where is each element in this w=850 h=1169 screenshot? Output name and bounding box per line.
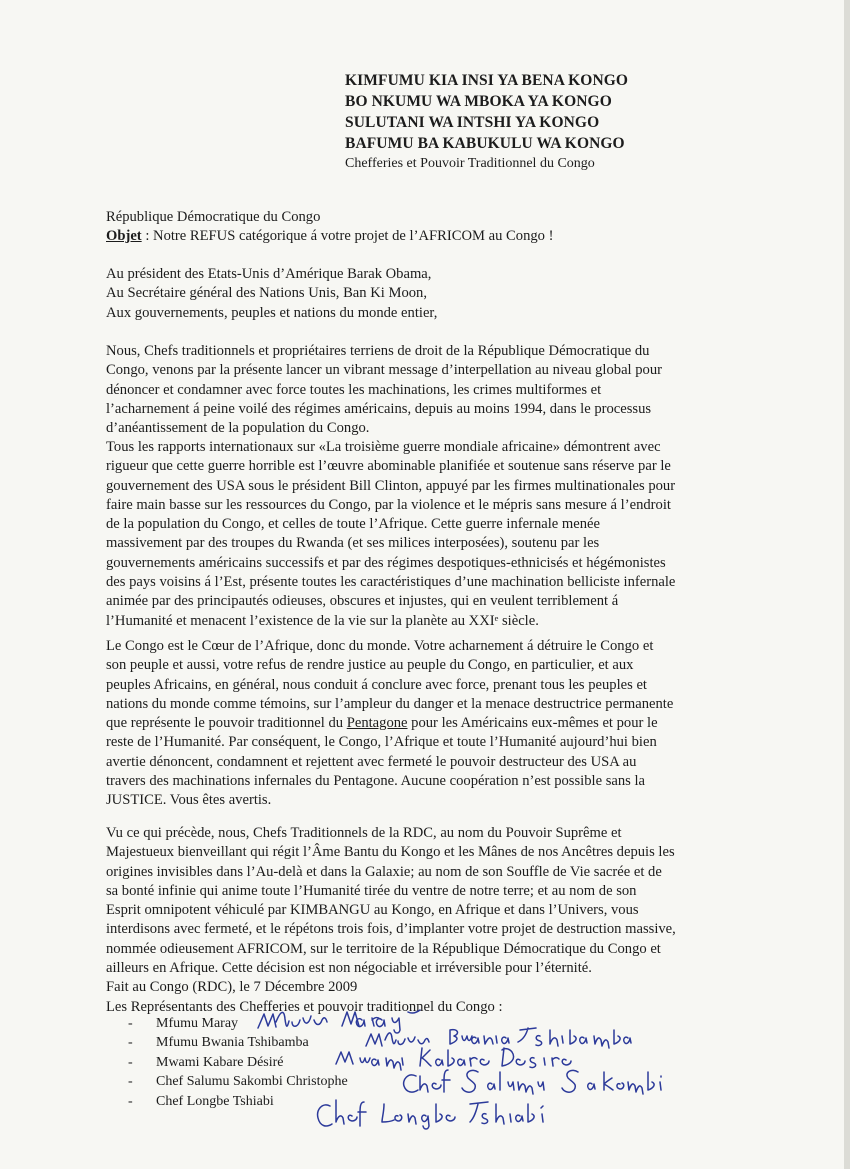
body-line: Esprit omnipotent véhiculé par KIMBANGU au Kongo, en Afrique et dans l’Univers, vous (106, 902, 639, 919)
paragraph-3 (106, 637, 774, 811)
body-text: que représente le pouvoir traditionnel du (106, 715, 347, 732)
signature-salumu-sakombi (404, 1070, 661, 1094)
body-line: reste de l’Humanité. Par conséquent, le Congo, l’Afrique et toute l’Humanité aujourd’hui bien (106, 734, 657, 751)
signatory-list (128, 1014, 348, 1111)
body-line: faire main basse sur les ressources du Congo, par la violence et le mépris sans mesure á l’endroit (106, 496, 671, 513)
body-line: de la population du Congo, et celles de toute l’Afrique. Cette guerre infernale menée (106, 516, 600, 533)
bullet-dash: - (128, 1035, 133, 1051)
body-line: peuples Africains, en général, nous conduit á conclure avec force, prenant tous les peuples et (106, 676, 647, 693)
body-line: sa bonté infinie qui anime toute l’Humanité tirée du ventre de notre terre; et au nom de son (106, 882, 637, 899)
body-line: interdisons avec fermeté, et le répétons trois fois, d’implanter votre projet de destruction massive, (106, 921, 676, 938)
signatory-row (128, 1092, 348, 1111)
meta-block (106, 208, 774, 247)
letterhead (345, 70, 628, 174)
country-line: République Démocratique du Congo (106, 209, 321, 225)
body-line (106, 714, 774, 733)
page-edge (844, 0, 850, 1169)
paragraph-2 (106, 438, 774, 631)
signature-kabare-desire (336, 1048, 571, 1070)
bullet-dash: - (128, 1054, 133, 1070)
signature-longbe-tshiabi (318, 1100, 543, 1129)
body-line: nations du monde comme témoins, sur l’ampleur du danger et la menace destructrice permanente (106, 695, 674, 712)
body-line: travers des machinations infernales du Pentagone. Aucune coopération n’est possible sans la (106, 773, 646, 790)
addressee-line: Au Secrétaire général des Nations Unis, Ban Ki Moon, (106, 285, 427, 302)
objet-text: : Notre REFUS catégorique á votre projet de l’AFRICOM au Congo ! (141, 228, 554, 245)
body-line: gouvernements américains successifs et par des régimes despotiques-ethnicisés et hégémonistes (106, 554, 666, 571)
signatory-row (128, 1053, 348, 1072)
body-line: nommée odieusement AFRICOM, sur le territoire de la République Démocratique du Congo et (106, 940, 661, 957)
pentagone-underlined: Pentagone (346, 715, 408, 732)
letterhead-subtitle: Chefferies et Pouvoir Traditionnel du Congo (345, 156, 595, 171)
bullet-dash: - (128, 1016, 133, 1031)
signatory-name: Chef Longbe Tshiabi (156, 1093, 274, 1109)
addressee-line: Aux gouvernements, peuples et nations du monde entier, (106, 304, 438, 321)
letterhead-line: BO NKUMU WA MBOKA YA KONGO (345, 93, 612, 110)
addressees-block (106, 265, 774, 323)
body-text: pour les Américains eux-mêmes et pour le (407, 715, 658, 732)
signatory-row (128, 1014, 348, 1033)
body-line: l’Humanité et menacent l’existence de la vie sur la planète au XXIᵉ siècle. (106, 612, 539, 629)
body-line: Majestueux bienveillant qui régit l’Âme Bantu du Kongo et les Mânes de nos Ancêtres depuis les (106, 844, 675, 861)
addressee-line: Au président des Etats-Unis d’Amérique Barak Obama, (106, 266, 432, 282)
body-line: des pays voisins á l’Est, présente toutes les caractéristiques d’une machination belliciste infernale (106, 574, 676, 591)
signature-bwania-tshibamba (366, 1028, 631, 1048)
body-line: rigueur que cette guerre horrible est l’œuvre abominable planifiée et soutenue sans réserve par le (106, 458, 671, 475)
signatory-row (128, 1072, 348, 1091)
signatory-name: Chef Salumu Sakombi Christophe (156, 1074, 348, 1090)
body-line: animée par des principautés odieuses, obscures et injustes, qui en veulent terriblement á (106, 593, 619, 610)
body-line: d’anéantissement de la population du Congo. (106, 420, 370, 437)
body-line: ailleurs en Afrique. Cette décision est non négociable et irréversible pour l’éternité. (106, 960, 592, 977)
signatory-name: Mwami Kabare Désiré (156, 1054, 284, 1070)
body-line: massivement par des troupes du Rwanda (et ses milices interposées), soutenu par les (106, 535, 600, 552)
body-line: avertie dénoncent, condamnent et rejettent avec fermeté le pouvoir destructeur des USA au (106, 753, 637, 770)
signatory-row (128, 1033, 348, 1052)
letterhead-line: KIMFUMU KIA INSI YA BENA KONGO (345, 72, 629, 89)
body-line: origines invisibles dans l’Au-delà et dans la Galaxie; au nom de son Souffle de Vie sacrée et de (106, 863, 662, 880)
body-line: son peuple et aussi, votre refus de rendre justice au peuple du Congo, en particulier, et aux (106, 657, 634, 674)
objet-line (106, 227, 774, 246)
body-line: Le Congo est le Cœur de l’Afrique, donc du monde. Votre acharnement á détruire le Congo et (106, 638, 654, 654)
body-line: Vu ce qui précède, nous, Chefs Traditionnels de la RDC, au nom du Pouvoir Suprême et (106, 825, 622, 841)
bullet-dash: - (128, 1093, 133, 1109)
letterhead-line: SULUTANI WA INTSHI YA KONGO (345, 114, 600, 131)
paragraph-4 (106, 824, 774, 1017)
signatory-name: Mfumu Bwania Tshibamba (156, 1035, 309, 1051)
body-line: Tous les rapports internationaux sur «La troisième guerre mondiale africaine» démontrent avec (106, 439, 661, 455)
objet-label: Objet (106, 228, 142, 245)
representatives-line: Les Représentants des Chefferies et pouvoir traditionnel du Congo : (106, 998, 503, 1015)
body-line: l’acharnement á peine voilé des régimes américains, depuis au moins 1994, dans le processus (106, 400, 652, 417)
bullet-dash: - (128, 1074, 133, 1090)
body-line: Congo, venons par la présente lancer un vibrant message d’interpellation au niveau global pour (106, 362, 663, 379)
body-line: Nous, Chefs traditionnels et propriétaires terriens de droit de la République Démocratique du (106, 343, 650, 359)
body-line: gouvernement des USA sous le président Bill Clinton, appuyé par les firmes multinationales pour (106, 477, 676, 494)
body-line: JUSTICE. Vous êtes avertis. (106, 792, 272, 809)
signatory-name: Mfumu Maray (156, 1016, 239, 1031)
body-line: dénoncer et condamner avec force toutes les machinations, les crimes multiformes et (106, 381, 602, 398)
place-date-line: Fait au Congo (RDC), le 7 Décembre 2009 (106, 979, 358, 996)
paragraph-1 (106, 342, 774, 438)
letterhead-line: BAFUMU BA KABUKULU WA KONGO (345, 135, 625, 152)
